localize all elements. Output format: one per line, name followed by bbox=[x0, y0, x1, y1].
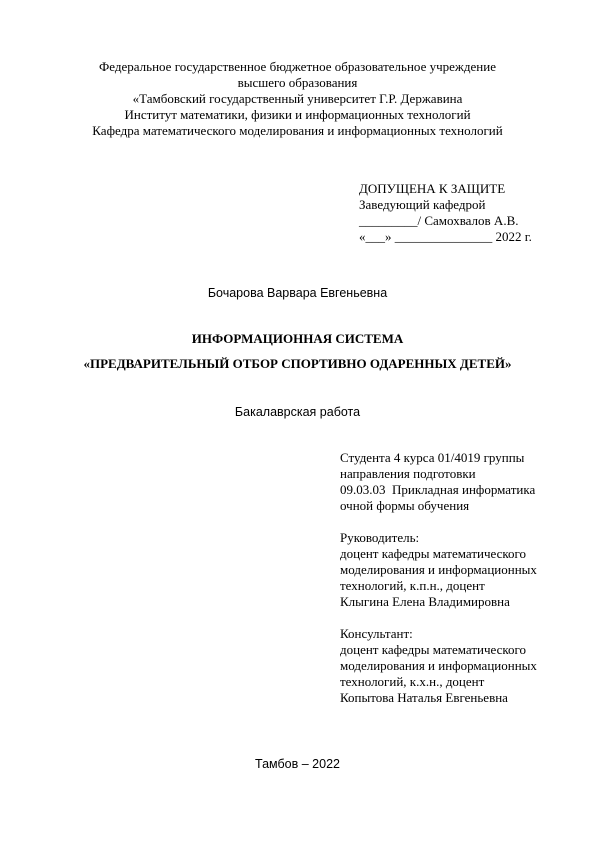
student-line: Студента 4 курса 01/4019 группы bbox=[340, 450, 525, 465]
supervisor-line: доцент кафедры математического bbox=[340, 546, 527, 561]
approval-date: «___» _______________ 2022 г. bbox=[359, 229, 532, 244]
supervisor-name: Клыгина Елена Владимировна bbox=[340, 594, 510, 609]
approval-title: ДОПУЩЕНА К ЗАЩИТЕ bbox=[359, 181, 506, 196]
student-line: направления подготовки bbox=[340, 466, 476, 481]
consultant-name: Копытова Наталья Евгеньевна bbox=[340, 690, 508, 705]
header-line: Федеральное государственное бюджетное образовательное учреждение bbox=[99, 59, 496, 74]
consultant-line: моделирования и информационных bbox=[340, 658, 537, 673]
header-line: Институт математики, физики и информационных технологий bbox=[124, 107, 471, 122]
approval-signature: _________/ Самохвалов А.В. bbox=[359, 213, 519, 228]
author-name: Бочарова Варвара Евгеньевна bbox=[207, 286, 388, 300]
work-title-line2: «ПРЕДВАРИТЕЛЬНЫЙ ОТБОР СПОРТИВНО ОДАРЕННЫХ ДЕТЕЙ» bbox=[83, 356, 512, 371]
student-line: очной формы обучения bbox=[340, 498, 470, 513]
student-line: 09.03.03 Прикладная информатика bbox=[340, 482, 536, 497]
approval-role: Заведующий кафедрой bbox=[359, 197, 486, 212]
supervisor-heading: Руководитель: bbox=[340, 530, 420, 545]
header-line: высшего образования bbox=[237, 75, 358, 90]
consultant-heading: Консультант: bbox=[340, 626, 413, 641]
work-type: Бакалаврская работа bbox=[234, 405, 361, 419]
supervisor-line: моделирования и информационных bbox=[340, 562, 537, 577]
consultant-line: доцент кафедры математического bbox=[340, 642, 527, 657]
header-line: «Тамбовский государственный университет Г.Р. Державина bbox=[132, 91, 463, 106]
header-line: Кафедра математического моделирования и информационных технологий bbox=[92, 123, 503, 138]
city-year-footer: Тамбов – 2022 bbox=[255, 757, 340, 771]
consultant-line: технологий, к.х.н., доцент bbox=[340, 674, 485, 689]
work-title-line1: ИНФОРМАЦИОННАЯ СИСТЕМА bbox=[191, 331, 404, 346]
supervisor-line: технологий, к.п.н., доцент bbox=[340, 578, 485, 593]
